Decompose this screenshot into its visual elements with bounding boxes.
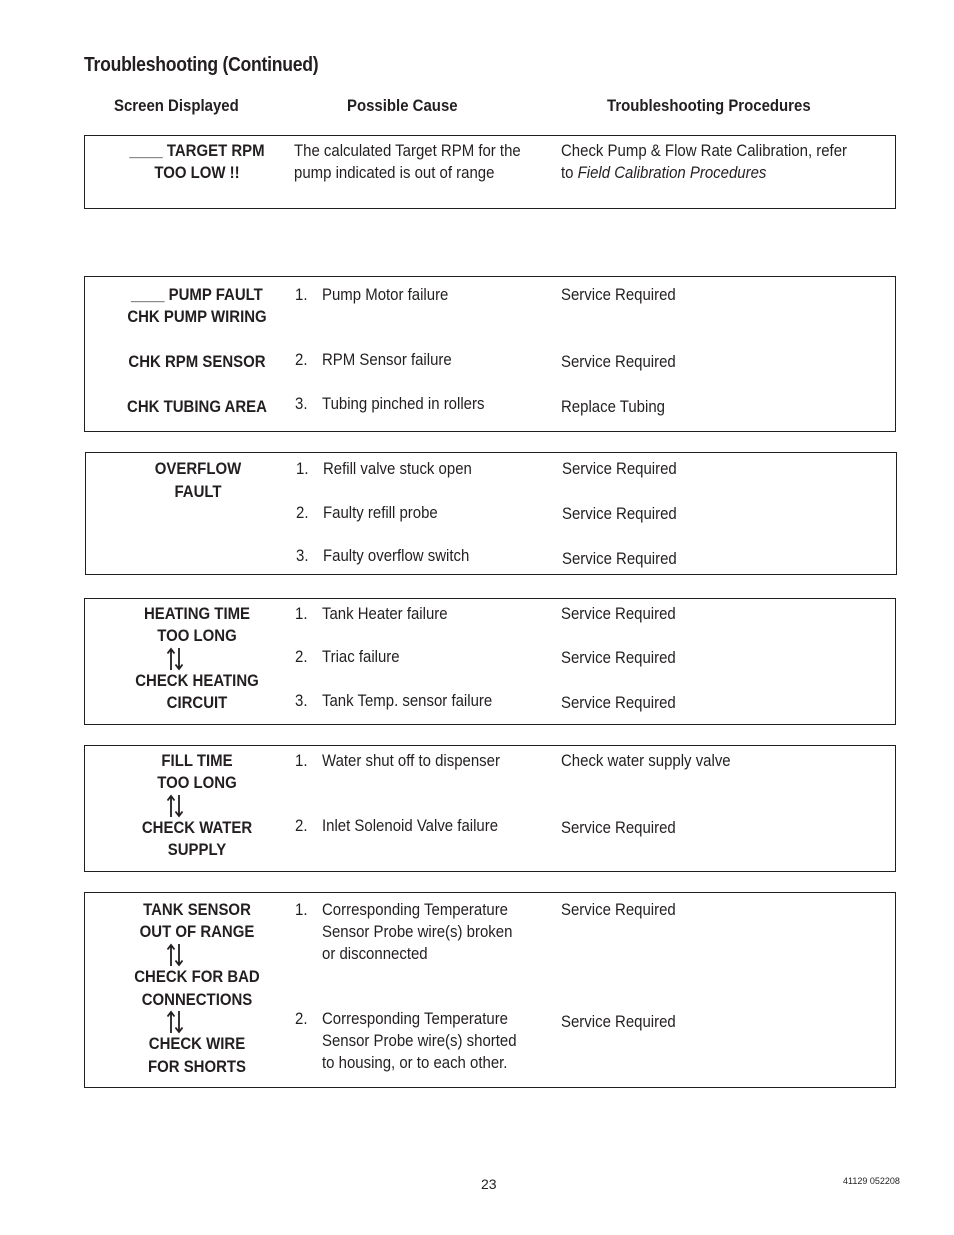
- cause-text: Sensor Probe wire(s) broken: [322, 922, 513, 941]
- item-number: 1.: [296, 459, 309, 478]
- procedure-text: Service Required: [561, 1012, 676, 1031]
- item-number: 2.: [295, 1009, 308, 1028]
- procedure-text: Service Required: [561, 352, 676, 371]
- screen-text: HEATING TIME: [143, 604, 251, 623]
- document-code: 41129 052208: [843, 1176, 900, 1186]
- screen-text: SUPPLY: [167, 840, 227, 859]
- item-number: 2.: [295, 350, 308, 369]
- screen-text: TANK SENSOR: [143, 900, 251, 919]
- procedure-text: Service Required: [561, 900, 676, 919]
- procedure-text: Service Required: [561, 693, 676, 712]
- cause-text: Faulty refill probe: [323, 503, 438, 522]
- cause-text: Pump Motor failure: [322, 285, 449, 304]
- screen-text: CHECK WIRE: [148, 1034, 246, 1053]
- screen-text: CHECK FOR BAD: [134, 967, 260, 986]
- cause-text: Tubing pinched in rollers: [322, 394, 485, 413]
- screen-text: FILL TIME: [161, 751, 233, 770]
- screen-text: ____ TARGET RPM: [129, 141, 265, 160]
- screen-text: CHECK HEATING: [135, 671, 259, 690]
- cause-text: Refill valve stuck open: [323, 459, 472, 478]
- cause-text: The calculated Target RPM for the: [294, 141, 521, 160]
- alternating-arrows-icon: [166, 1010, 184, 1034]
- procedure-text: Check Pump & Flow Rate Calibration, refer: [561, 141, 848, 160]
- screen-text: CHK RPM SENSOR: [128, 352, 266, 371]
- column-header-screen: Screen Displayed: [114, 96, 239, 115]
- screen-text: CIRCUIT: [166, 693, 228, 712]
- item-number: 3.: [295, 394, 308, 413]
- screen-text: TOO LOW !!: [154, 163, 240, 182]
- item-number: 3.: [295, 691, 308, 710]
- cause-text: Tank Temp. sensor failure: [322, 691, 493, 710]
- item-number: 2.: [295, 816, 308, 835]
- screen-text: TOO LONG: [157, 626, 237, 645]
- cause-text: Inlet Solenoid Valve failure: [322, 816, 499, 835]
- screen-text: CHK TUBING AREA: [127, 397, 267, 416]
- procedure-to: to: [561, 163, 574, 182]
- row-heating-time: [84, 598, 896, 725]
- procedure-text: Replace Tubing: [561, 397, 665, 416]
- item-number: 1.: [295, 900, 308, 919]
- procedure-text: Service Required: [561, 648, 676, 667]
- cause-text: Corresponding Temperature: [322, 1009, 509, 1028]
- column-header-cause: Possible Cause: [347, 96, 458, 115]
- cause-text: Triac failure: [322, 647, 400, 666]
- row-overflow-fault: [85, 452, 897, 575]
- procedure-text: [561, 162, 766, 184]
- cause-text: pump indicated is out of range: [294, 163, 495, 182]
- cause-text: Water shut off to dispenser: [322, 751, 500, 770]
- row-pump-fault: [84, 276, 896, 432]
- procedure-text: Service Required: [562, 549, 677, 568]
- screen-text: ____ PUMP FAULT: [131, 285, 263, 304]
- cause-text: to housing, or to each other.: [322, 1053, 508, 1072]
- item-number: 1.: [295, 604, 308, 623]
- alternating-arrows-icon: [166, 647, 184, 671]
- item-number: 1.: [295, 751, 308, 770]
- row-target-rpm: [84, 135, 896, 209]
- cause-text: Corresponding Temperature: [322, 900, 509, 919]
- procedure-text: Service Required: [562, 504, 677, 523]
- screen-text: CONNECTIONS: [141, 990, 253, 1009]
- procedure-text: Service Required: [562, 459, 677, 478]
- cause-text: or disconnected: [322, 944, 428, 963]
- page-number: 23: [481, 1176, 497, 1192]
- screen-text: FAULT: [174, 482, 222, 501]
- screen-text: CHK PUMP WIRING: [127, 307, 267, 326]
- item-number: 3.: [296, 546, 309, 565]
- item-number: 2.: [295, 647, 308, 666]
- page-title: Troubleshooting (Continued): [84, 54, 319, 76]
- cause-text: RPM Sensor failure: [322, 350, 452, 369]
- item-number: 2.: [296, 503, 309, 522]
- screen-text: CHECK WATER: [141, 818, 253, 837]
- procedure-text: Service Required: [561, 604, 676, 623]
- screen-text: OUT OF RANGE: [139, 922, 255, 941]
- cause-text: Sensor Probe wire(s) shorted: [322, 1031, 517, 1050]
- column-header-procedure: Troubleshooting Procedures: [607, 96, 811, 115]
- procedure-text: Check water supply valve: [561, 751, 731, 770]
- row-fill-time: [84, 745, 896, 872]
- item-number: 1.: [295, 285, 308, 304]
- cause-text: Tank Heater failure: [322, 604, 448, 623]
- alternating-arrows-icon: [166, 943, 184, 967]
- row-tank-sensor: [84, 892, 896, 1088]
- procedure-text: Service Required: [561, 818, 676, 837]
- screen-text: OVERFLOW: [154, 459, 242, 478]
- screen-text: FOR SHORTS: [147, 1057, 247, 1076]
- screen-text: TOO LONG: [157, 773, 237, 792]
- procedure-reference: Field Calibration Procedures: [577, 163, 767, 182]
- cause-text: Faulty overflow switch: [323, 546, 470, 565]
- procedure-text: Service Required: [561, 285, 676, 304]
- alternating-arrows-icon: [166, 794, 184, 818]
